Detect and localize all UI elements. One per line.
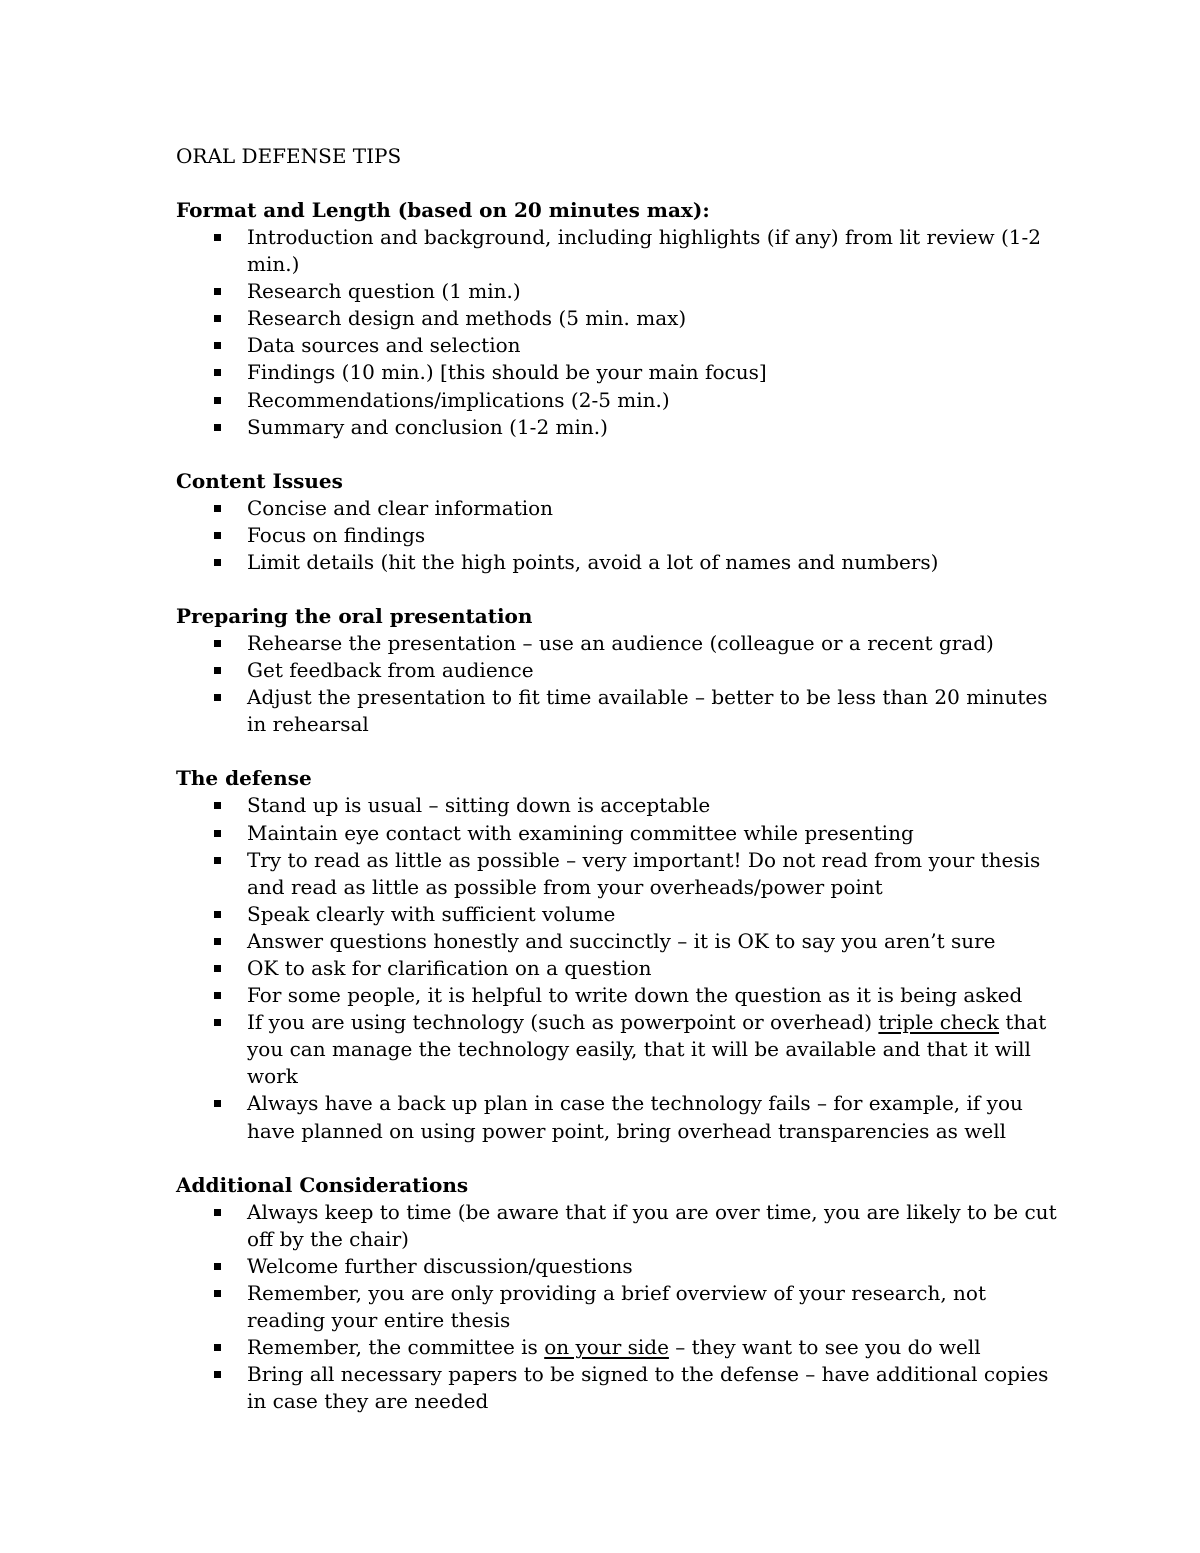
square-bullet-icon: [214, 667, 221, 674]
list-item-text: Focus on findings: [247, 522, 426, 547]
list-item: [176, 928, 1057, 955]
section-format-and-length: [176, 197, 1041, 441]
list-item-text: Findings (10 min.) [this should be your main focus]: [247, 360, 767, 385]
section-heading: Preparing the oral presentation: [176, 604, 533, 629]
list-item: [176, 1199, 1057, 1253]
text-run: If you are using technology (such as powerpoint or overhead): [247, 1010, 879, 1035]
list-item-text: Bring all necessary papers to be signed to the defense – have additional copies in case they are needed: [247, 1362, 1049, 1414]
list-item-text: [247, 1335, 981, 1359]
square-bullet-icon: [214, 1344, 221, 1351]
list-item: [176, 1280, 1057, 1334]
document-title: ORAL DEFENSE TIPS: [176, 144, 402, 168]
list-item-text: For some people, it is helpful to write down the question as it is being asked: [247, 983, 1023, 1008]
square-bullet-icon: [214, 992, 221, 999]
list-item: [176, 901, 1057, 928]
list-item: [176, 359, 1057, 386]
list-item-text: Stand up is usual – sitting down is acceptable: [247, 793, 711, 818]
list-item-text: Summary and conclusion (1-2 min.): [247, 414, 608, 439]
list-item: [176, 1090, 1057, 1144]
section-heading: Format and Length (based on 20 minutes max):: [176, 198, 710, 222]
list-item: [176, 657, 1057, 684]
list-item: [176, 278, 1057, 305]
bullet-list: [176, 224, 1041, 441]
square-bullet-icon: [214, 234, 221, 241]
square-bullet-icon: [214, 288, 221, 295]
list-item: [176, 305, 1057, 332]
list-item-text: Try to read as little as possible – very important! Do not read from your thesis and read as little as possible from your overheads/power point: [247, 847, 1041, 899]
list-item: [176, 1361, 1057, 1415]
list-item-text: Recommendations/implications (2-5 min.): [247, 387, 670, 412]
section-preparing-presentation: [176, 603, 1048, 738]
square-bullet-icon: [214, 424, 221, 431]
list-item: [176, 1009, 1057, 1090]
bullet-list: [176, 630, 1048, 738]
spacer: [176, 576, 1036, 603]
list-item: [176, 1253, 1057, 1280]
list-item-text: Always keep to time (be aware that if you are over time, you are likely to be cut off by the chair): [247, 1199, 1057, 1251]
list-item-text: Always have a back up plan in case the technology fails – for example, if you have planned on using power point, bring overhead transparencies as well: [247, 1091, 1023, 1143]
list-item-text: Research question (1 min.): [247, 279, 521, 304]
list-item: [176, 224, 1057, 278]
text-run: that you can manage the technology easily, that it will be available and that it will work: [247, 1010, 1047, 1089]
list-item-text: Introduction and background, including highlights (if any) from lit review (1-2 min.): [247, 225, 1041, 277]
list-item: [176, 549, 1057, 576]
list-item: [176, 495, 1057, 522]
list-item: [176, 820, 1057, 847]
list-item: [176, 982, 1057, 1009]
list-item: [176, 792, 1057, 819]
list-item-text: Remember, you are only providing a brief overview of your research, not reading your entire thesis: [247, 1280, 987, 1332]
list-item-text: Data sources and selection: [247, 333, 521, 358]
list-item-text: Rehearse the presentation – use an audience (colleague or a recent grad): [247, 631, 994, 656]
list-item-text: Speak clearly with sufficient volume: [247, 901, 616, 926]
list-item-text: Maintain eye contact with examining committee while presenting: [247, 820, 914, 845]
square-bullet-icon: [214, 911, 221, 918]
underlined-emphasis: triple check: [878, 1010, 1000, 1035]
section-heading: Additional Considerations: [176, 1172, 469, 1197]
list-item: [176, 630, 1057, 657]
square-bullet-icon: [214, 830, 221, 837]
square-bullet-icon: [214, 559, 221, 566]
square-bullet-icon: [214, 369, 221, 376]
list-item-text: Concise and clear information: [247, 495, 554, 520]
square-bullet-icon: [214, 802, 221, 809]
square-bullet-icon: [214, 1263, 221, 1270]
square-bullet-icon: [214, 1019, 221, 1026]
square-bullet-icon: [214, 938, 221, 945]
square-bullet-icon: [214, 694, 221, 701]
section-heading: The defense: [176, 766, 312, 791]
list-item-text: Welcome further discussion/questions: [247, 1253, 633, 1278]
list-item: [176, 387, 1057, 414]
list-item-text: Get feedback from audience: [247, 658, 534, 683]
square-bullet-icon: [214, 1209, 221, 1216]
square-bullet-icon: [214, 640, 221, 647]
square-bullet-icon: [214, 315, 221, 322]
document-body: [176, 143, 1057, 1415]
list-item-text: Research design and methods (5 min. max): [247, 306, 687, 331]
list-item-text: OK to ask for clarification on a question: [247, 955, 652, 980]
list-item: [176, 1334, 1057, 1361]
list-item-text: Limit details (hit the high points, avoid a lot of names and numbers): [247, 549, 939, 574]
list-item-text: [247, 1010, 1046, 1088]
section-heading: Content Issues: [176, 468, 343, 493]
square-bullet-icon: [214, 397, 221, 404]
list-item: [176, 332, 1057, 359]
list-item: [176, 847, 1057, 901]
list-item-text: Adjust the presentation to fit time available – better to be less than 20 minutes in rehearsal: [247, 685, 1048, 737]
square-bullet-icon: [214, 1371, 221, 1378]
section-the-defense: [176, 765, 1047, 1144]
square-bullet-icon: [214, 1290, 221, 1297]
spacer: [176, 170, 1036, 197]
spacer: [176, 738, 1036, 765]
list-item-text: Answer questions honestly and succinctly – it is OK to say you aren’t sure: [247, 928, 996, 953]
bullet-list: [176, 792, 1047, 1144]
list-item: [176, 414, 1057, 441]
square-bullet-icon: [214, 532, 221, 539]
underlined-emphasis: on your side: [544, 1335, 669, 1360]
section-additional-considerations: [176, 1172, 1057, 1416]
square-bullet-icon: [214, 342, 221, 349]
square-bullet-icon: [214, 1100, 221, 1107]
bullet-list: [176, 1199, 1057, 1416]
square-bullet-icon: [214, 965, 221, 972]
bullet-list: [176, 495, 1036, 576]
spacer: [176, 1145, 1036, 1172]
text-run: Remember, the committee is: [247, 1335, 545, 1360]
square-bullet-icon: [214, 857, 221, 864]
list-item: [176, 522, 1057, 549]
spacer: [176, 441, 1036, 468]
text-run: – they want to see you do well: [668, 1335, 981, 1360]
list-item: [176, 684, 1057, 738]
section-content-issues: [176, 468, 1036, 576]
square-bullet-icon: [214, 505, 221, 512]
list-item: [176, 955, 1057, 982]
